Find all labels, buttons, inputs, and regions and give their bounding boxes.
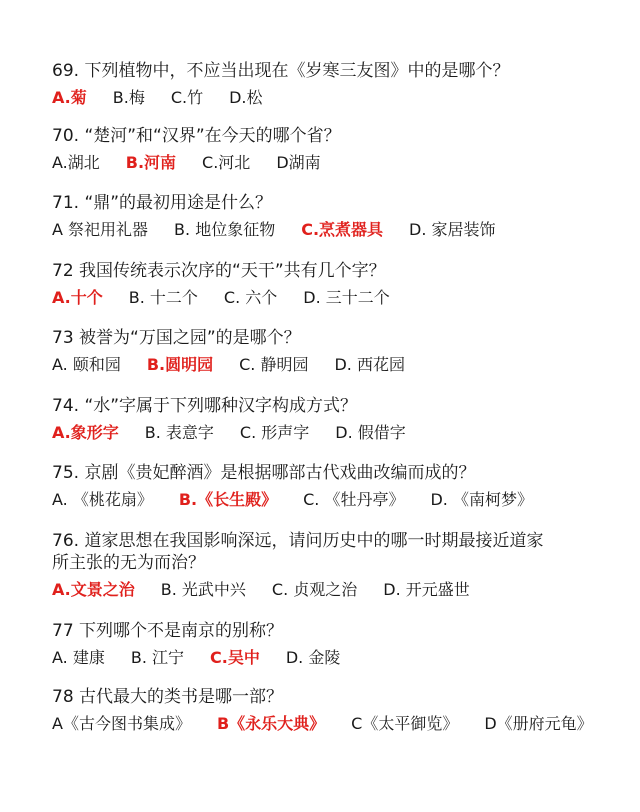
correct-answer-option: A.象形字 bbox=[52, 423, 119, 442]
correct-answer-option: B《永乐大典》 bbox=[216, 714, 326, 733]
answer-option: D. 开元盛世 bbox=[383, 580, 470, 599]
answer-option: C. 《牡丹亭》 bbox=[303, 490, 405, 509]
question-text: 75. 京剧《贵妃醉酒》是根据哪部古代戏曲改编而成的？ bbox=[52, 463, 476, 483]
question-75 bbox=[52, 462, 632, 511]
answer-option: C.竹 bbox=[170, 88, 204, 107]
question-text: 76. 道家思想在我国影响深远，请问历史中的哪一时期最接近道家 所主张的无为而治？ bbox=[52, 531, 544, 573]
answer-option: B. 表意字 bbox=[144, 423, 214, 442]
options-row bbox=[52, 489, 632, 511]
answer-option: D. 金陵 bbox=[285, 648, 341, 667]
answer-option: D.松 bbox=[229, 88, 263, 107]
correct-answer-option: C.烹煮器具 bbox=[301, 220, 384, 239]
question-72 bbox=[52, 260, 632, 309]
correct-answer-option: B.《长生殿》 bbox=[178, 490, 278, 509]
answer-option: D. 三十二个 bbox=[303, 288, 390, 307]
correct-answer-option: A.菊 bbox=[52, 88, 87, 107]
correct-answer-option: C.吴中 bbox=[210, 648, 260, 667]
question-70 bbox=[52, 125, 632, 174]
question-text: 70. “楚河”和“汉界”在今天的哪个省？ bbox=[52, 126, 341, 146]
answer-option: D. 《南柯梦》 bbox=[430, 490, 533, 509]
answer-option: B. 地位象征物 bbox=[174, 220, 276, 239]
answer-option: D. 西花园 bbox=[334, 355, 405, 374]
question-69 bbox=[52, 60, 632, 109]
options-row bbox=[52, 713, 632, 735]
question-78 bbox=[52, 686, 632, 735]
options-row bbox=[52, 87, 632, 109]
answer-option: C《太平御览》 bbox=[351, 714, 459, 733]
answer-option: C. 贞观之治 bbox=[271, 580, 358, 599]
options-row bbox=[52, 354, 632, 376]
question-74 bbox=[52, 395, 632, 444]
answer-option: A《古今图书集成》 bbox=[52, 714, 191, 733]
question-77 bbox=[52, 620, 632, 669]
question-73 bbox=[52, 327, 632, 376]
options-row bbox=[52, 647, 632, 669]
answer-option: D《册府元龟》 bbox=[484, 714, 593, 733]
options-row bbox=[52, 422, 632, 444]
question-76 bbox=[52, 530, 632, 601]
correct-answer-option: A.十个 bbox=[52, 288, 103, 307]
correct-answer-option: B.河南 bbox=[125, 153, 177, 172]
answer-option: B. 江宁 bbox=[130, 648, 184, 667]
question-text: 73 被誉为“万国之园”的是哪个？ bbox=[52, 328, 301, 348]
answer-option: D. 家居装饰 bbox=[409, 220, 496, 239]
answer-option: C. 六个 bbox=[223, 288, 278, 307]
answer-option: D. 假借字 bbox=[335, 423, 406, 442]
answer-option: B.梅 bbox=[112, 88, 145, 107]
answer-option: A.湖北 bbox=[52, 153, 100, 172]
answer-option: B. 十二个 bbox=[128, 288, 198, 307]
question-71 bbox=[52, 192, 632, 241]
question-text: 74. “水”字属于下列哪种汉字构成方式？ bbox=[52, 396, 358, 416]
question-text: 69. 下列植物中，不应当出现在《岁寒三友图》中的是哪个？ bbox=[52, 61, 510, 81]
answer-option: C.河北 bbox=[202, 153, 251, 172]
question-text: 71. “鼎”的最初用途是什么？ bbox=[52, 193, 273, 213]
answer-option: A. 《桃花扇》 bbox=[52, 490, 153, 509]
options-row bbox=[52, 579, 632, 601]
answer-option: A 祭祀用礼器 bbox=[52, 220, 149, 239]
options-row bbox=[52, 287, 632, 309]
answer-option: A. 建康 bbox=[52, 648, 105, 667]
options-row bbox=[52, 152, 632, 174]
answer-option: D湖南 bbox=[276, 153, 321, 172]
answer-option: B. 光武中兴 bbox=[160, 580, 246, 599]
answer-option: A. 颐和园 bbox=[52, 355, 121, 374]
question-text: 77 下列哪个不是南京的别称？ bbox=[52, 621, 284, 641]
correct-answer-option: A.文景之治 bbox=[52, 580, 135, 599]
question-text: 72 我国传统表示次序的“天干”共有几个字？ bbox=[52, 261, 386, 281]
answer-option: C. 静明园 bbox=[239, 355, 309, 374]
options-row bbox=[52, 219, 632, 241]
question-text: 78 古代最大的类书是哪一部？ bbox=[52, 687, 284, 707]
answer-option: C. 形声字 bbox=[239, 423, 310, 442]
correct-answer-option: B.圆明园 bbox=[146, 355, 214, 374]
